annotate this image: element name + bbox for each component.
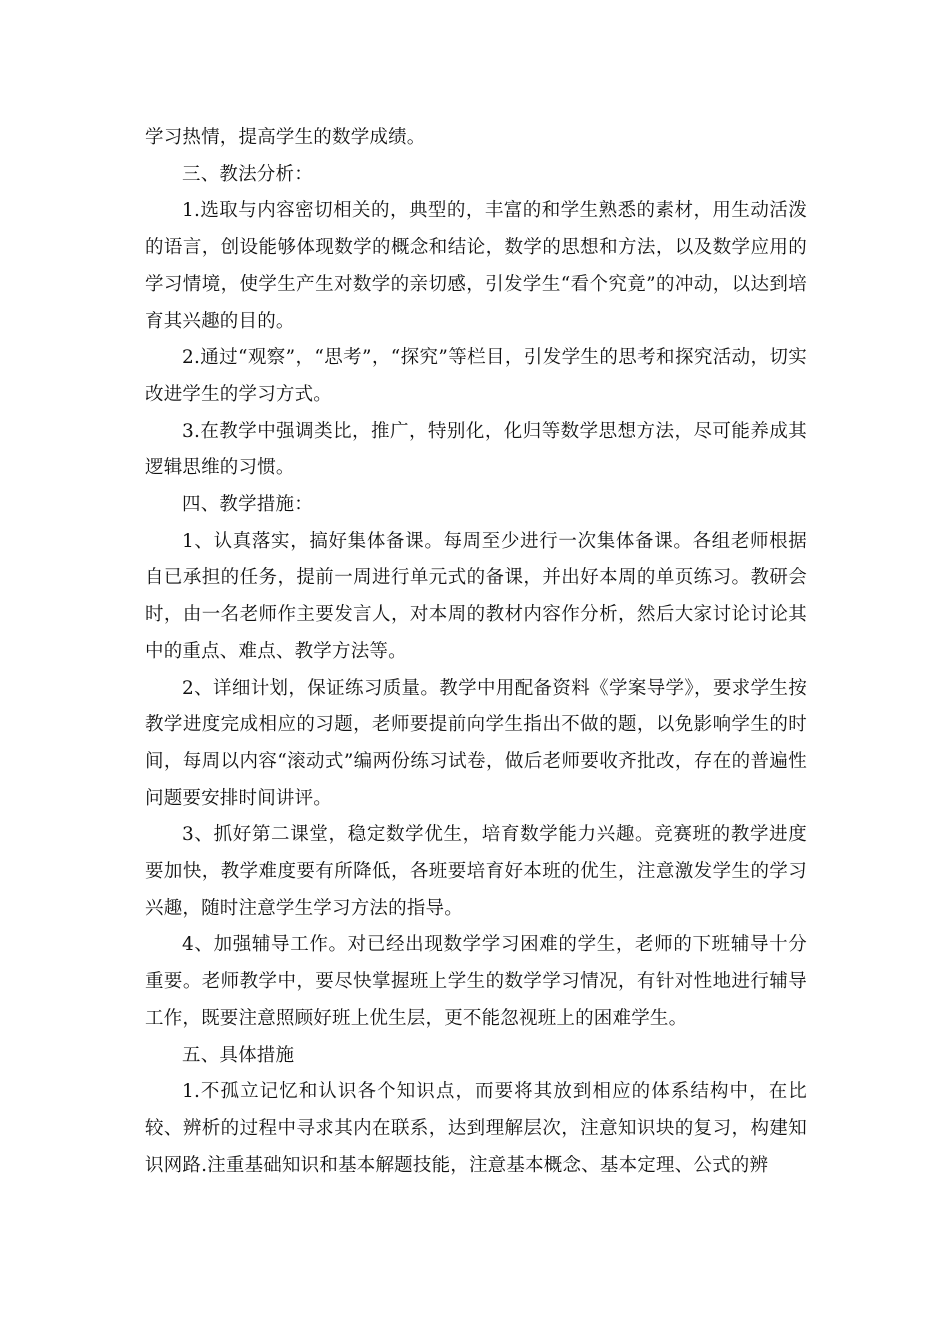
document-body: [145, 120, 807, 1184]
paragraph-method-1: 1.选取与内容密切相关的，典型的，丰富的和学生熟悉的素材，用生动活泼的语言，创设能够体现数学的概念和结论，数学的思想和方法，以及数学应用的学习情境，使学生产生对数学的亲切感，引发学生“看个究竟”的冲动，以达到培育其兴趣的目的。: [145, 200, 807, 332]
paragraph-measure-2: 2、详细计划，保证练习质量。教学中用配备资料《学案导学》，要求学生按教学进度完成相应的习题，老师要提前向学生指出不做的题，以免影响学生的时间，每周以内容“滚动式”编两份练习试卷，做后老师要收齐批改，存在的普遍性问题要安排时间讲评。: [145, 677, 807, 809]
paragraph-continuation: 学习热情，提高学生的数学成绩。: [145, 127, 426, 148]
paragraph-method-2: 2.通过“观察”，“思考”，“探究”等栏目，引发学生的思考和探究活动，切实改进学生的学习方式。: [145, 347, 807, 405]
section-heading-teaching-method-analysis: 三、教法分析：: [182, 163, 313, 185]
paragraph-measure-3: 3、抓好第二课堂，稳定数学优生，培育数学能力兴趣。竞赛班的教学进度要加快，教学难度要有所降低，各班要培育好本班的优生，注意激发学生的学习兴趣，随时注意学生学习方法的指导。: [145, 824, 807, 919]
paragraph-measure-4: 4、加强辅导工作。对已经出现数学学习困难的学生，老师的下班辅导十分重要。老师教学中，要尽快掌握班上学生的数学学习情况，有针对性地进行辅导工作，既要注意照顾好班上优生层，更不能忽视班上的困难学生。: [145, 934, 807, 1029]
section-heading-teaching-measures: 四、教学措施：: [182, 494, 313, 516]
section-heading-specific-measures: 五、具体措施: [182, 1044, 295, 1066]
paragraph-measure-1: 1、认真落实，搞好集体备课。每周至少进行一次集体备课。各组老师根据自已承担的任务，提前一周进行单元式的备课，并出好本周的单页练习。教研会时，由一名老师作主要发言人，对本周的教材内容作分析，然后大家讨论讨论其中的重点、难点、教学方法等。: [145, 530, 807, 662]
paragraph-specific-1: 1.不孤立记忆和认识各个知识点，而要将其放到相应的体系结构中，在比较、辨析的过程中寻求其内在联系，达到理解层次，注意知识块的复习，构建知识网路.注重基础知识和基本解题技能，注意基本概念、基本定理、公式的辨: [145, 1081, 807, 1176]
paragraph-method-3: 3.在教学中强调类比，推广，特别化，化归等数学思想方法，尽可能养成其逻辑思维的习惯。: [145, 420, 807, 479]
